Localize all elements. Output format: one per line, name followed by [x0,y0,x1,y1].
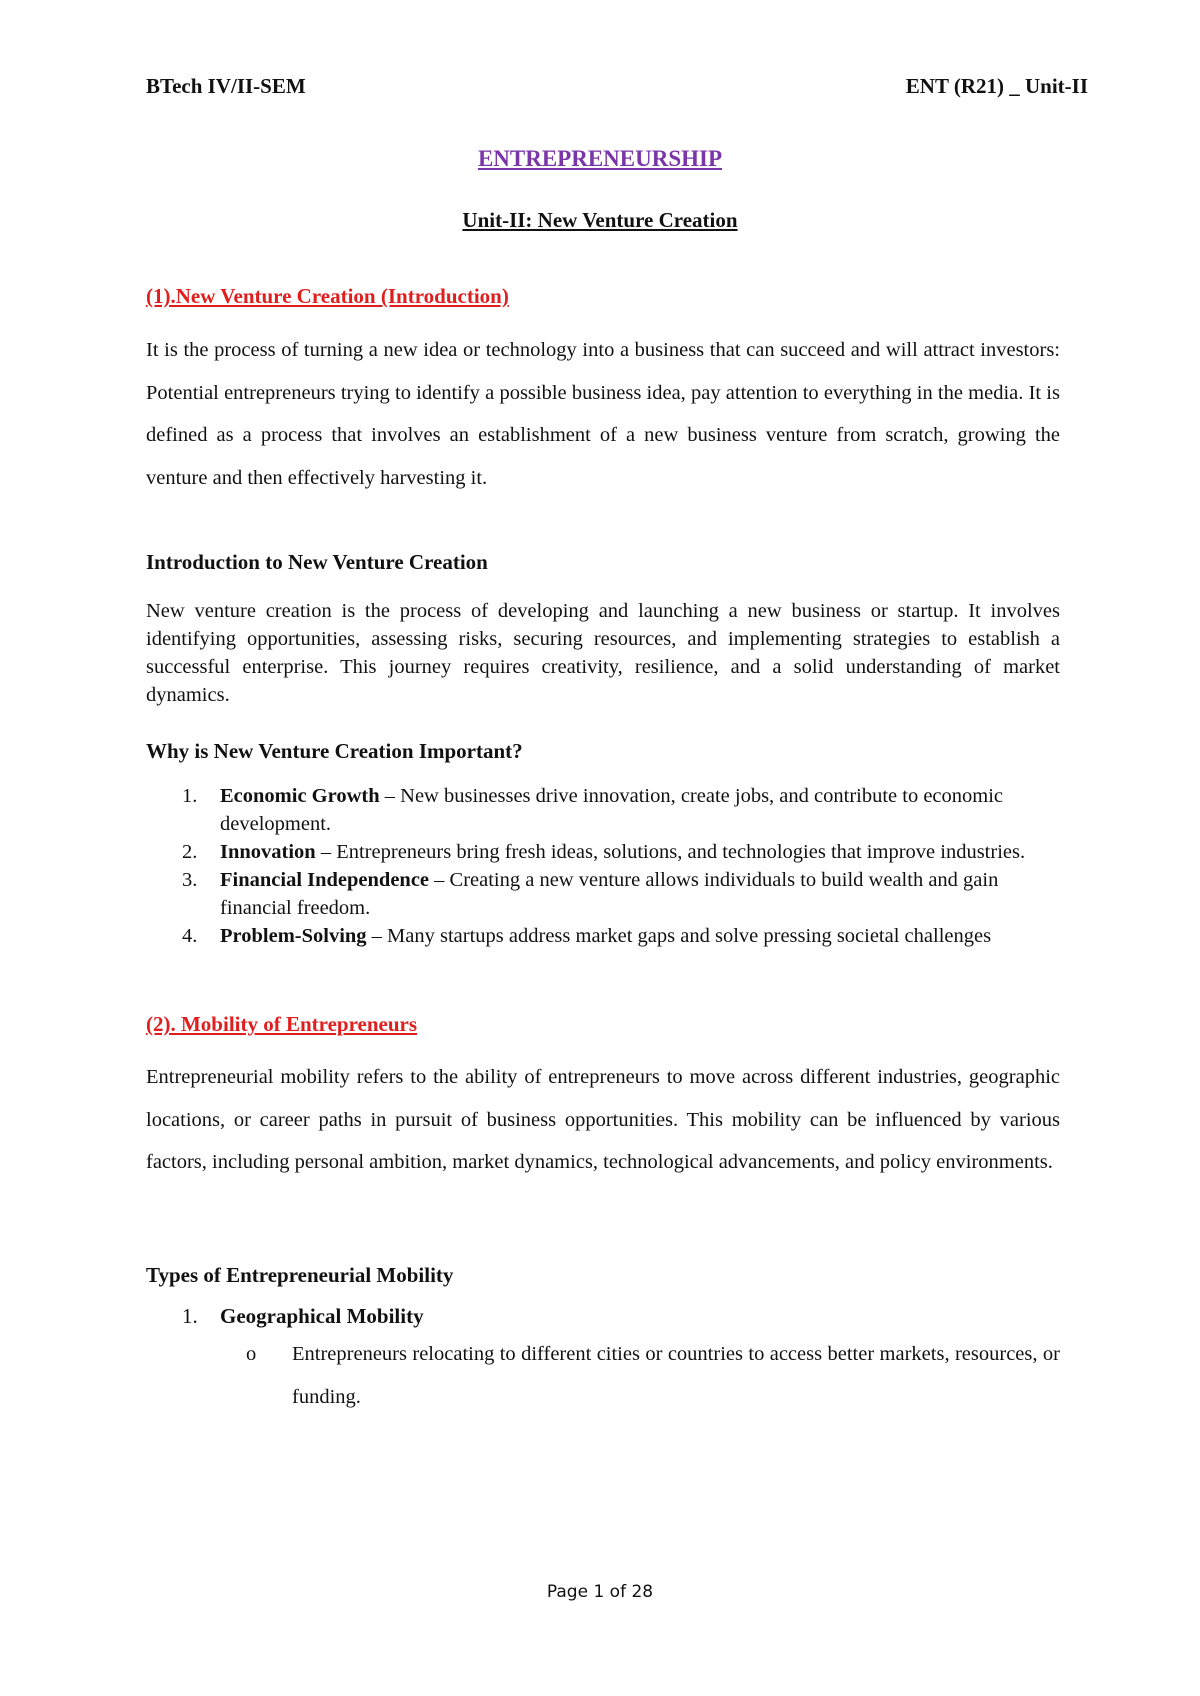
list-item [146,782,1060,838]
header-subject: ENT (R21) _ Unit-II [905,74,1088,98]
list-text: – New businesses drive innovation, create jobs, and contribute to economic development. [220,785,1004,835]
intro-paragraph: New venture creation is the process of developing and launching a new business or startup. It involves identifying opportunities, assessing risks, securing resources, and implementing strategies to establish a successful enterprise. This journey requires creativity, resilience, and a solid understanding of market dynamics. [146,600,1060,706]
list-number: 4. [182,925,198,947]
bullet-icon: o [246,1343,257,1365]
why-heading: Why is New Venture Creation Important? [146,739,523,763]
page-footer: Page 1 of 28 [546,1582,654,1602]
list-text: – Many startups address market gaps and solve pressing societal challenges [366,925,992,947]
list-term: Innovation [220,841,316,863]
document-title: ENTREPRENEURSHIP [477,146,723,171]
type-1-label: Geographical Mobility [220,1304,424,1328]
section-2-heading: (2). Mobility of Entrepreneurs [146,1012,418,1036]
importance-list [146,782,1060,950]
list-term: Economic Growth [220,785,380,807]
section-1-paragraph: It is the process of turning a new idea or technology into a business that can succeed and will attract investors: Potential entrepreneurs trying to identify a possible business idea, pay attention to everything in the media. It is defined as a process that involves an establishment of a new business venture from scratch, growing the venture and then effectively harvesting it. [146,339,1060,489]
section-1-heading: (1).New Venture Creation (Introduction) [146,284,509,308]
header-course: BTech IV/II-SEM [146,74,306,98]
list-item [146,866,1060,922]
list-item [146,838,1060,866]
list-text: – Creating a new venture allows individuals to build wealth and gain financial freedom. [220,869,999,919]
unit-title: Unit-II: New Venture Creation [462,208,738,232]
intro-heading: Introduction to New Venture Creation [146,550,488,574]
type-1-number: 1. [182,1304,198,1328]
list-term: Financial Independence [220,869,430,891]
list-term: Problem-Solving [220,925,367,947]
list-number: 3. [182,869,198,891]
section-2-paragraph: Entrepreneurial mobility refers to the ability of entrepreneurs to move across different industries, geographic locations, or career paths in pursuit of business opportunities. This mobility can be influenced by various factors, including personal ambition, market dynamics, technological advancements, and policy environments. [146,1066,1060,1173]
type-1-bullet-text: Entrepreneurs relocating to different cities or countries to access better markets, resources, or funding. [292,1343,1060,1408]
list-text: – Entrepreneurs bring fresh ideas, solutions, and technologies that improve industries. [315,841,1026,863]
list-item [146,922,1060,950]
list-number: 2. [182,841,198,863]
types-heading: Types of Entrepreneurial Mobility [146,1263,454,1287]
list-number: 1. [182,785,198,807]
